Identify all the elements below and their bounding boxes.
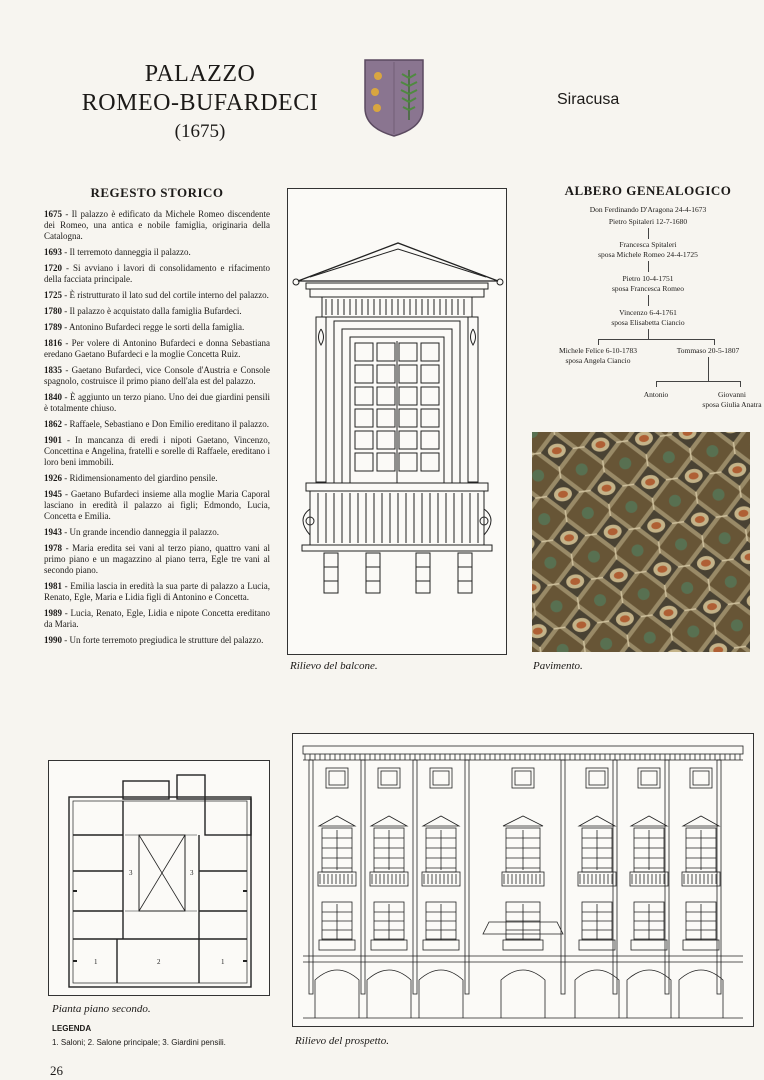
regesto-entry: [44, 527, 270, 538]
room-label: 1: [221, 958, 225, 966]
regesto-entry: [44, 263, 270, 285]
regesto-entry: [44, 290, 270, 301]
regesto-text: - Ridimensionamento del giardino pensile.: [62, 473, 218, 483]
tree-connector: [656, 381, 657, 387]
legend-title: LEGENDA: [52, 1024, 92, 1033]
legend-text: 1. Saloni; 2. Salone principale; 3. Giardini pensili.: [52, 1038, 226, 1047]
caption-facade: Rilievo del prospetto.: [295, 1035, 389, 1047]
regesto-text: - Antonino Bufardeci regge le sorti della famiglia.: [62, 322, 245, 332]
tree-connector: [648, 295, 649, 306]
caption-plan: Pianta piano secondo.: [52, 1003, 151, 1015]
regesto-year: 1862: [44, 419, 62, 429]
regesto-entry: [44, 489, 270, 522]
tree-node: Pietro 10-4-1751: [622, 274, 674, 283]
regesto-text: - Il palazzo è edificato da Michele Romeo discendente dei Romeo, una antica e nobile famiglia, originaria della Catalogna.: [44, 209, 270, 241]
tree-node: Francesca Spitaleri: [619, 240, 677, 249]
tree-node: sposa Angela Ciancio: [565, 356, 631, 365]
tree-node: Pietro Spitaleri 12-7-1680: [608, 217, 688, 226]
tree-node: sposa Michele Romeo 24-4-1725: [598, 250, 698, 259]
regesto-text: - Lucia, Renato, Egle, Lidia e nipote Concetta ereditano da Maria.: [44, 608, 270, 629]
balcony-drawing: [287, 188, 507, 655]
regesto-year: 1789: [44, 322, 62, 332]
regesto-text: - Si avviano i lavori di consolidamento e rifacimento della facciata principale.: [44, 263, 270, 284]
tree-node: Antonio: [643, 390, 669, 399]
regesto-entry: [44, 392, 270, 414]
regesto-entry: [44, 338, 270, 360]
regesto-year: 1981: [44, 581, 62, 591]
regesto-entry: [44, 419, 270, 430]
regesto-year: 1780: [44, 306, 62, 316]
regesto-text: - Il palazzo è acquistato dalla famiglia Bufardeci.: [62, 306, 242, 316]
regesto-entry: [44, 365, 270, 387]
regesto-entry: [44, 209, 270, 242]
regesto-entry: [44, 581, 270, 603]
regesto-year: 1835: [44, 365, 62, 375]
tree-node: Don Ferdinando D'Aragona 24-4-1673: [589, 205, 707, 214]
facade-drawing: [292, 733, 754, 1027]
regesto-entry: [44, 247, 270, 258]
regesto-text: - Un forte terremoto pregiudica le strutture del palazzo.: [62, 635, 264, 645]
regesto-year: 1926: [44, 473, 62, 483]
regesto-text: - È aggiunto un terzo piano. Uno dei due giardini pensili è totalmente chiuso.: [44, 392, 270, 413]
regesto-year: 1816: [44, 338, 62, 348]
tree-connector: [598, 339, 714, 340]
coat-of-arms-icon: [363, 58, 425, 138]
albero-genealogico: [532, 183, 764, 423]
regesto-year: 1720: [44, 263, 62, 273]
regesto-text: - Per volere di Antonino Bufardeci e donna Sebastiana eredano Gaetano Bufardeci e la moglie Concetta Ruiz.: [44, 338, 270, 359]
title-line-1: PALAZZO: [144, 61, 256, 87]
tree-connector: [708, 357, 709, 381]
tree-connector: [714, 339, 715, 345]
tree-node: Michele Felice 6-10-1783: [559, 346, 637, 355]
regesto-year: 1693: [44, 247, 62, 257]
regesto-year: 1901: [44, 435, 62, 445]
room-label: 2: [157, 958, 161, 966]
tree-node: sposa Elisabetta Ciancio: [611, 318, 685, 327]
regesto-entries: [44, 209, 270, 646]
regesto-entry: [44, 608, 270, 630]
regesto-year: 1725: [44, 290, 62, 300]
regesto-year: 1989: [44, 608, 62, 618]
albero-heading: ALBERO GENEALOGICO: [564, 183, 732, 198]
regesto-year: 1943: [44, 527, 62, 537]
regesto-heading: REGESTO STORICO: [90, 185, 224, 200]
regesto-year: 1840: [44, 392, 62, 402]
tree-connector: [648, 228, 649, 239]
regesto-text: - Maria eredita sei vani al terzo piano, quattro vani al primo piano e un magazzino al piano terra, Egle tre vani al secondo piano.: [44, 543, 270, 575]
tree-node: Vincenzo 6-4-1761: [619, 308, 677, 317]
tree-connector: [648, 261, 649, 272]
regesto-text: - È ristrutturato il lato sud del cortile interno del palazzo.: [62, 290, 269, 300]
regesto-text: - Gaetano Bufardeci, vice Console d'Austria e Console spagnolo, costruisce il primo piano dell'ala est del palazzo.: [44, 365, 270, 386]
tree-node: Giovanni: [718, 390, 746, 399]
regesto-text: - Emilia lascia in eredità la sua parte di palazzo a Lucia, Renato, Egle, Maria e Lidia figli di Antonino e Concetta.: [44, 581, 270, 602]
regesto-entry: [44, 543, 270, 576]
regesto-entry: [44, 306, 270, 317]
title-year: (1675): [174, 121, 226, 142]
room-label: 1: [94, 958, 98, 966]
floor-photo: [532, 432, 750, 652]
regesto-text: - Raffaele, Sebastiano e Don Emilio ereditano il palazzo.: [62, 419, 270, 429]
title-line-2: ROMEO-BUFARDECI: [81, 90, 319, 116]
room-label: 3: [129, 869, 133, 877]
tree-node: sposa Francesca Romeo: [611, 284, 685, 293]
regesto-year: 1978: [44, 543, 62, 553]
regesto-text: - Gaetano Bufardeci insieme alla moglie Maria Caporal lasciano in eredità il palazzo ai figli; Edmondo, Lucia, Concetta e Emilia.: [44, 489, 270, 521]
regesto-text: - In mancanza di eredi i nipoti Gaetano, Vincenzo, Concettina e Angelina, fratelli e sorelle di Raffaele, ereditano i loro beni immobili.: [44, 435, 270, 467]
city-label: Siracusa: [557, 91, 620, 108]
tree-connector: [656, 381, 740, 382]
tree-node: sposa Giulia Anatra: [702, 400, 762, 409]
room-label: 3: [190, 869, 194, 877]
tree-connector: [740, 381, 741, 387]
regesto-entry: [44, 435, 270, 468]
tree-node: Tommaso 20-5-1807: [676, 346, 740, 355]
regesto-year: 1675: [44, 209, 62, 219]
regesto-year: 1945: [44, 489, 62, 499]
regesto-text: - Un grande incendio danneggia il palazzo.: [62, 527, 219, 537]
regesto-entry: [44, 473, 270, 484]
regesto-year: 1990: [44, 635, 62, 645]
regesto-entry: [44, 635, 270, 646]
caption-floor: Pavimento.: [533, 660, 583, 672]
page-title: [60, 60, 340, 146]
tree-connector: [598, 339, 599, 345]
regesto-text: - Il terremoto danneggia il palazzo.: [62, 247, 191, 257]
floor-plan-drawing: [48, 760, 270, 996]
page-number: 26: [50, 1063, 63, 1078]
regesto-storico: [44, 185, 270, 651]
tree-connector: [648, 329, 649, 339]
caption-balcony: Rilievo del balcone.: [290, 660, 378, 672]
regesto-entry: [44, 322, 270, 333]
